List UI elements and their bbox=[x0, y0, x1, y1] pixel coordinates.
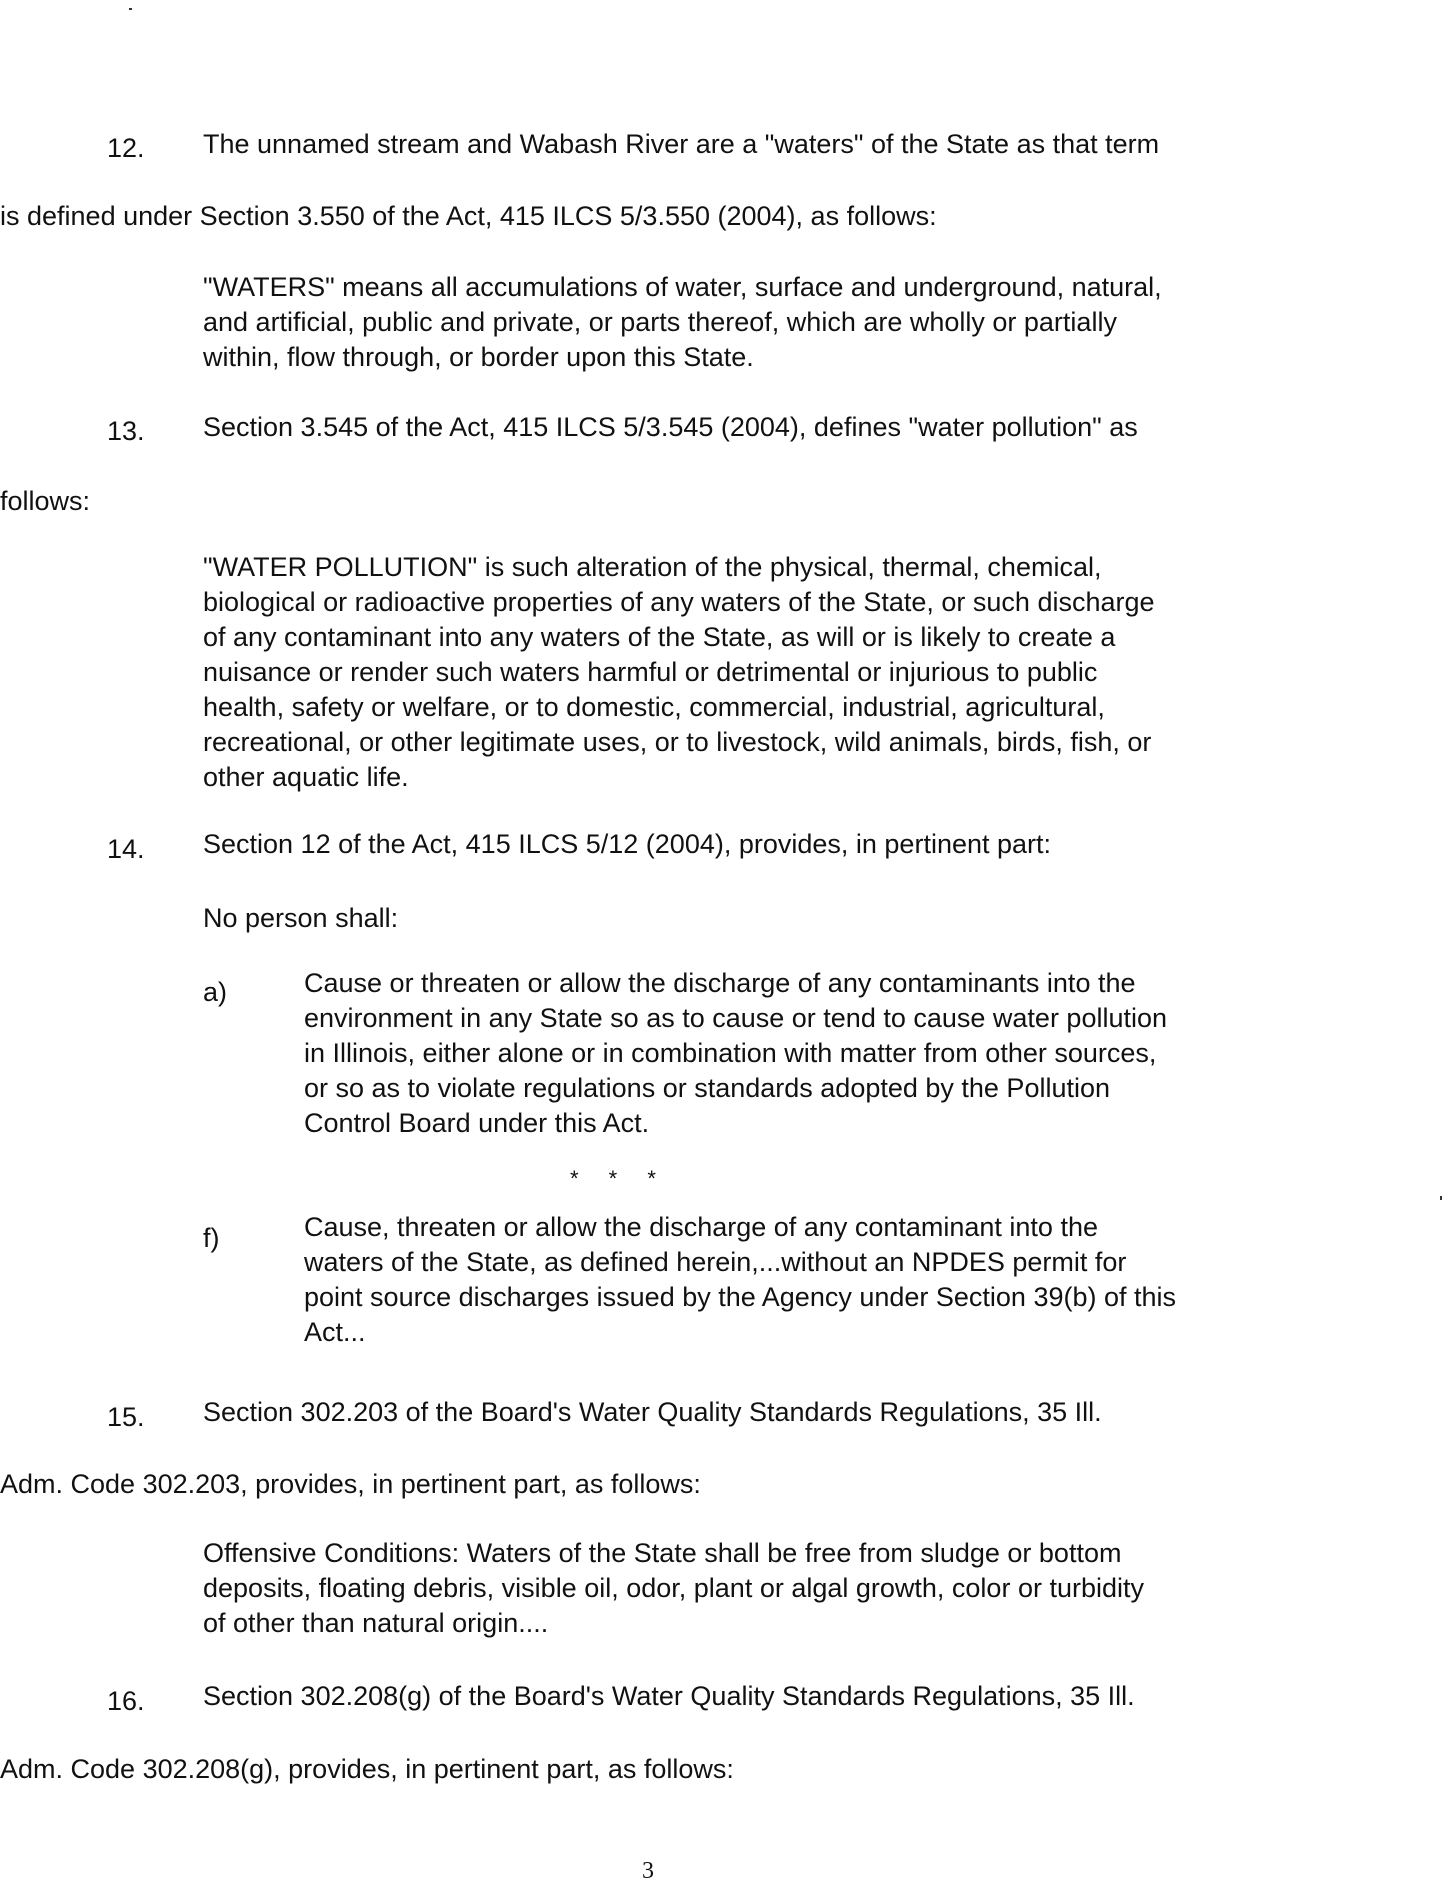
list-item-a-label: a) bbox=[203, 977, 228, 1007]
paragraph-number-13: 13. bbox=[107, 416, 145, 446]
paragraph-13-line2: follows: bbox=[0, 486, 91, 516]
paragraph-number-14: 14. bbox=[107, 834, 145, 864]
paragraph-16-line1: Section 302.208(g) of the Board's Water Quality Standards Regulations, 35 Ill. bbox=[203, 1681, 1135, 1711]
ellipsis-stars: * * * bbox=[570, 1166, 668, 1191]
paragraph-number-15: 15. bbox=[107, 1402, 145, 1432]
list-item-f-text: Cause, threaten or allow the discharge of any contaminant into the waters of the State, as defined herein,...without an NPDES permit for point source discharges issued by the Agency under Section 39(b) of this Act... bbox=[304, 1212, 1177, 1347]
paragraph-number-12: 12. bbox=[107, 133, 145, 163]
paragraph-15-line2: Adm. Code 302.203, provides, in pertinent part, as follows: bbox=[0, 1469, 701, 1499]
list-item-a-text: Cause or threaten or allow the discharge of any contaminants into the environment in any State so as to cause or tend to cause water pollution in Illinois, either alone or in combination with matter from other sources, or so as to violate regulations or standards adopted by the Pollution Control Board under this Act. bbox=[304, 968, 1168, 1138]
paragraph-14-intro: No person shall: bbox=[203, 903, 399, 933]
scan-speck bbox=[1440, 1196, 1442, 1200]
page-number: 3 bbox=[642, 1858, 654, 1884]
paragraph-16-line2: Adm. Code 302.208(g), provides, in pertinent part, as follows: bbox=[0, 1754, 734, 1784]
water-pollution-definition-quote: "WATER POLLUTION" is such alteration of the physical, thermal, chemical, biological or radioactive properties of any waters of the State, or such discharge of any contaminant into any waters of the State, as will or is likely to create a nuisance or render such waters harmful or detrimental or injurious to public health, safety or welfare, or to domestic, commercial, industrial, agricultural, recreational, or other legitimate uses, or to livestock, wild animals, birds, fish, or other aquatic life. bbox=[203, 552, 1155, 792]
paragraph-13-line1: Section 3.545 of the Act, 415 ILCS 5/3.545 (2004), defines "water pollution" as bbox=[203, 412, 1138, 442]
paragraph-14-line1: Section 12 of the Act, 415 ILCS 5/12 (2004), provides, in pertinent part: bbox=[203, 829, 1052, 859]
paragraph-15-line1: Section 302.203 of the Board's Water Quality Standards Regulations, 35 Ill. bbox=[203, 1397, 1102, 1427]
offensive-conditions-quote: Offensive Conditions: Waters of the State shall be free from sludge or bottom deposits, floating debris, visible oil, odor, plant or algal growth, color or turbidity of other than natural origin.... bbox=[203, 1538, 1144, 1638]
paragraph-number-16: 16. bbox=[107, 1686, 145, 1716]
list-item-f-label: f) bbox=[203, 1223, 220, 1253]
scan-speck bbox=[129, 8, 132, 10]
paragraph-12-line1: The unnamed stream and Wabash River are a "waters" of the State as that term bbox=[203, 129, 1160, 159]
paragraph-12-line2: is defined under Section 3.550 of the Act, 415 ILCS 5/3.550 (2004), as follows: bbox=[0, 201, 937, 231]
waters-definition-quote: "WATERS" means all accumulations of water, surface and underground, natural, and artificial, public and private, or parts thereof, which are wholly or partially within, flow through, or border upon this State. bbox=[203, 272, 1162, 372]
